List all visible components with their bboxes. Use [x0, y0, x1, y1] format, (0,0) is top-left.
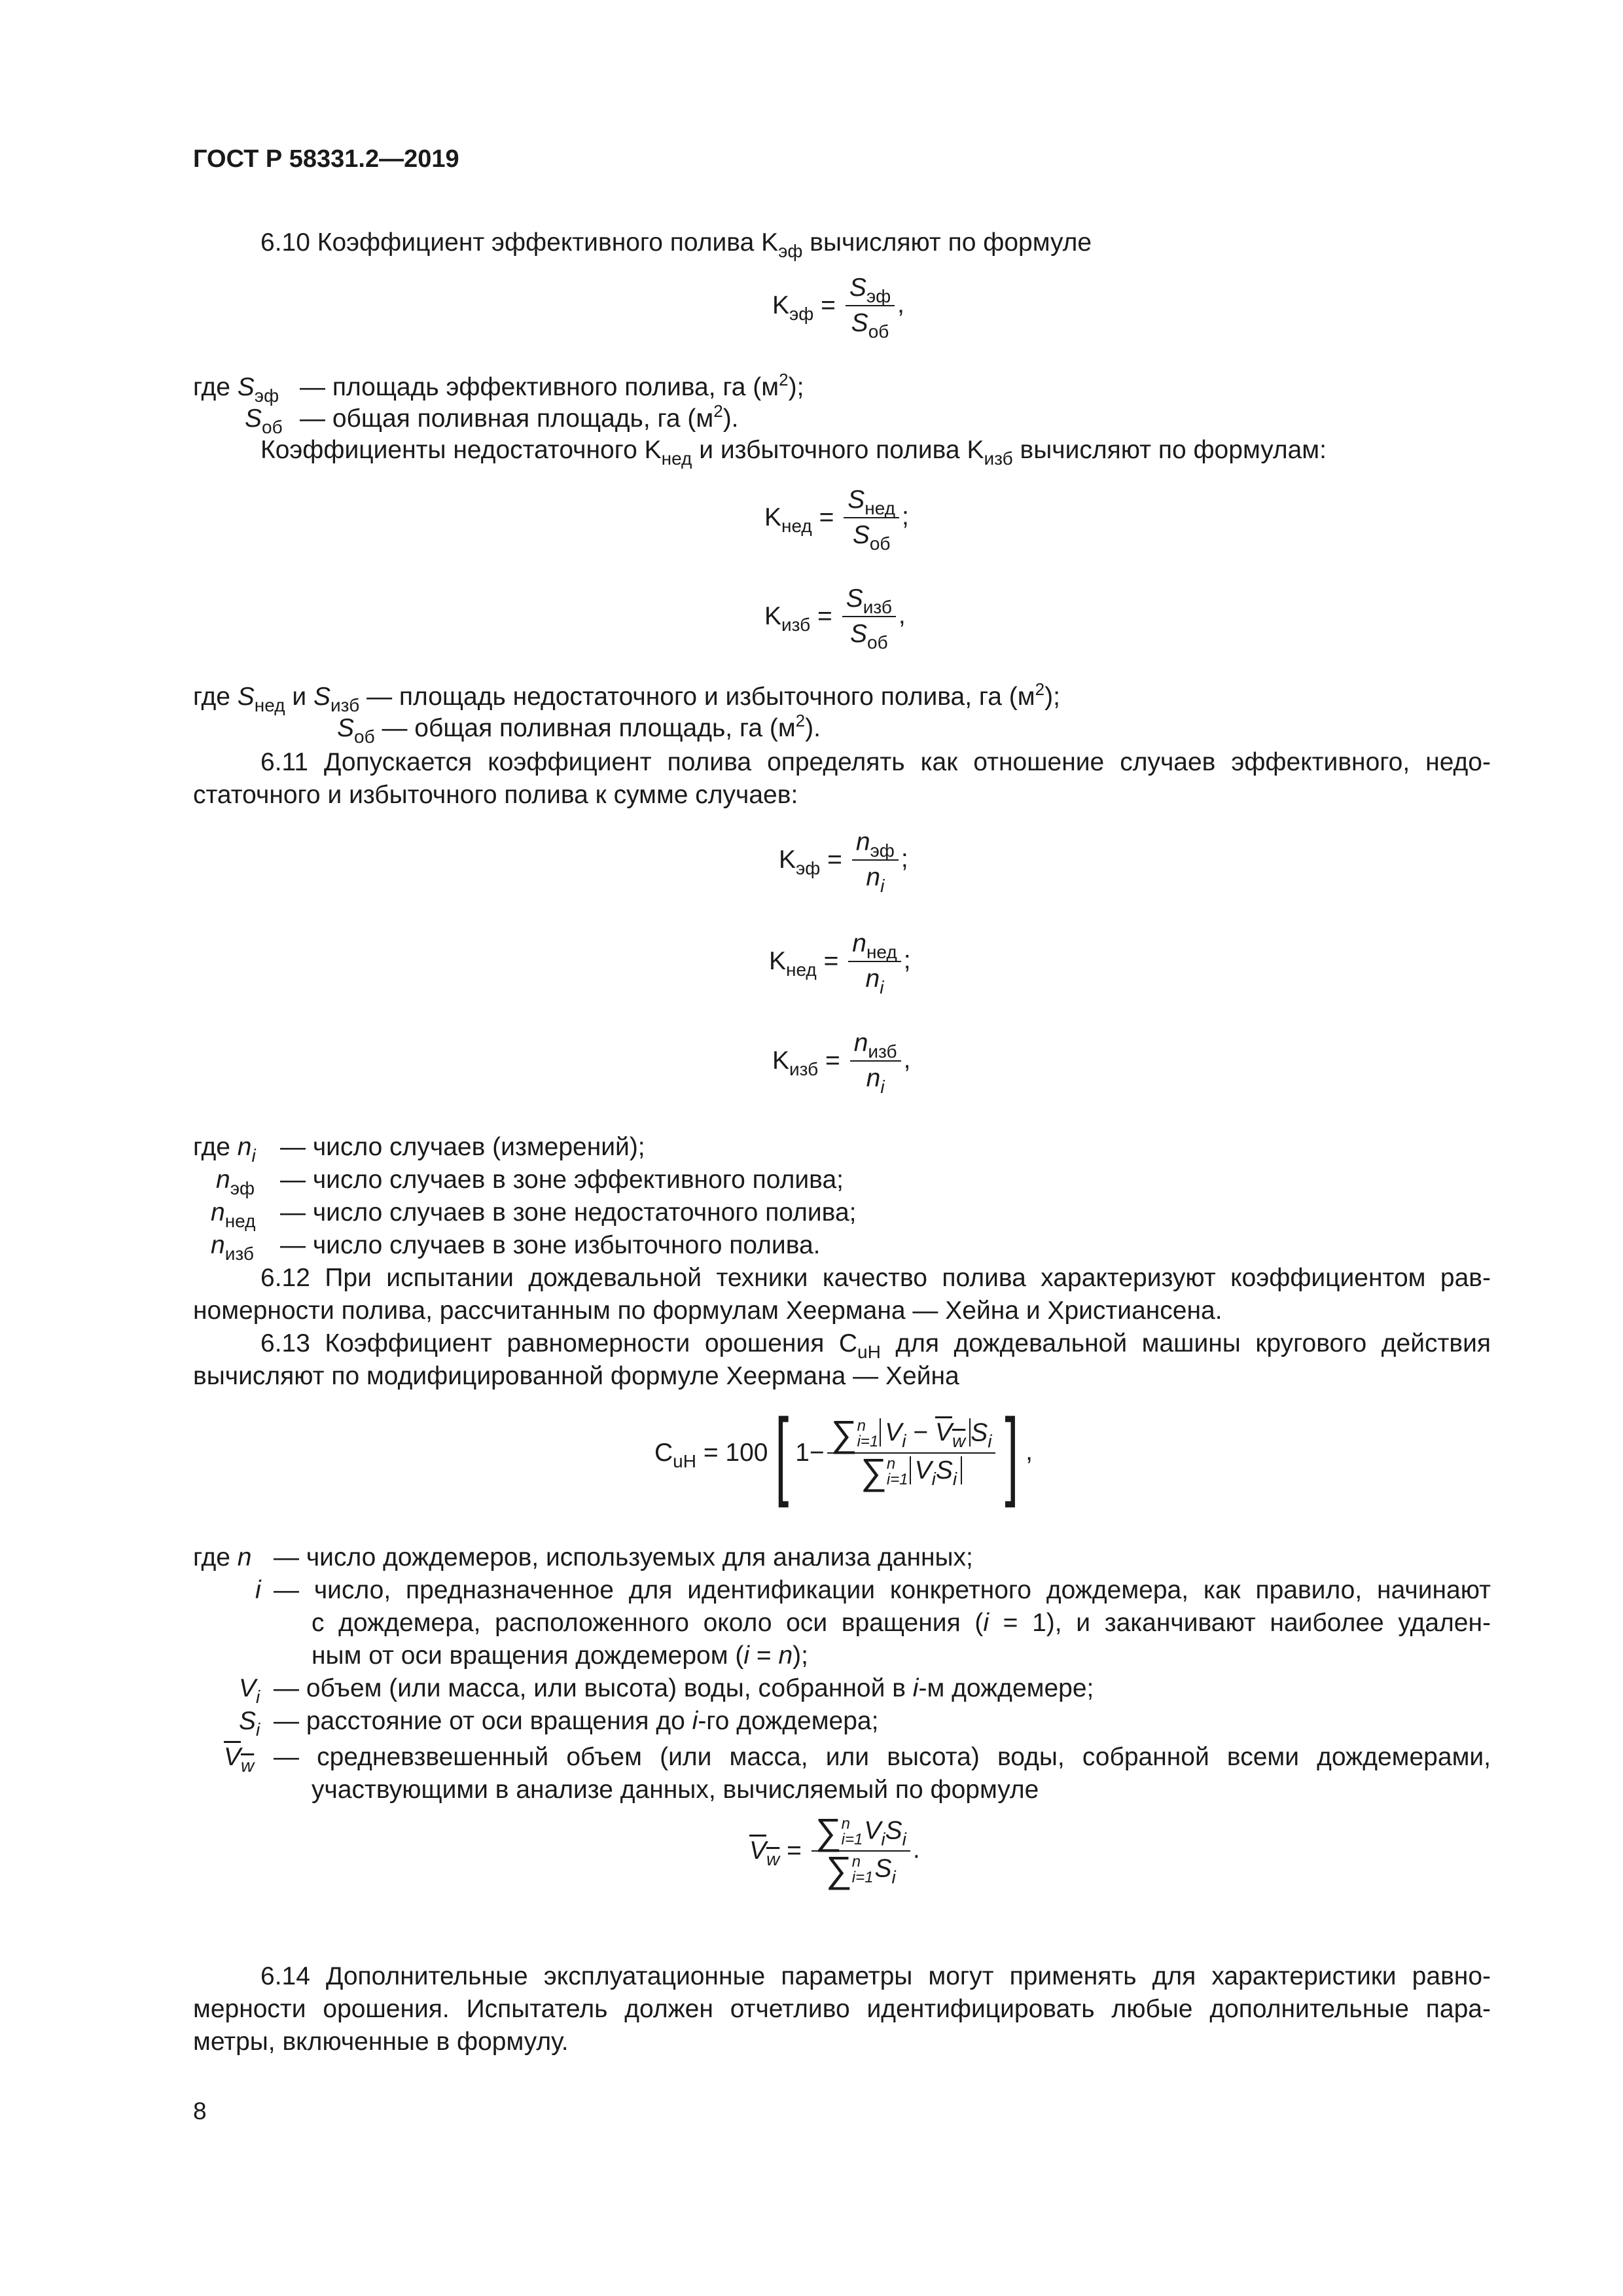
s610-intro: 6.10 Коэффициент эффективного полива $K_{эф}$ вычисляют по формуле: [260, 228, 1092, 261]
equation-k-insufficient: $K_{нед}$ = $\frac{S_{нед}}{S_{об}}$ ;: [764, 486, 909, 554]
where-s-i: $S_i$: [239, 1707, 260, 1740]
where-s-eff-text: — площадь эффективного полива, га $(м^2)$;: [300, 370, 804, 401]
where-s-insufficient-excess: где $S_{нед}$ и $S_{изб}$ — площадь недостаточного и избыточного полива, га $(м^2)$;: [193, 679, 1060, 715]
where-n-eff-text: — число случаев в зоне эффективного полива;: [280, 1166, 844, 1194]
s612-line1: 6.12 При испытании дождевальной техники качество полива характеризуют коэффициентом рав-: [260, 1264, 1491, 1292]
where-n-i-text: — число случаев (измерений);: [280, 1133, 645, 1161]
equation-k-eff: $K_{эф}$ = $\frac{S_{эф}}{S_{об}}$ ,: [772, 274, 904, 342]
where-s-i-text: — расстояние от оси вращения до i-го дождемера;: [274, 1707, 879, 1735]
where-n-insufficient: $n_{нед}$: [211, 1198, 256, 1231]
left-bracket: [: [774, 1398, 789, 1508]
where-n-i: где $n_i$: [193, 1133, 256, 1166]
where-i: i: [255, 1576, 261, 1604]
s614-line3: метры, включенные в формулу.: [193, 2028, 569, 2056]
where-n-gauges: где n: [193, 1543, 252, 1571]
s612-line2: номерности полива, рассчитанным по формулам Хеермана — Хейна и Христиансена.: [193, 1297, 1222, 1325]
where-v-i-text: — объем (или масса, или высота) воды, собранной в i-м дождемере;: [274, 1674, 1094, 1702]
equation-k-insufficient-cases: $K_{нед}$ = $\frac{n_{нед}}{n_i}$ ;: [769, 929, 911, 997]
s613-line1: 6.13 Коэффициент равномерности орошения $C_{uH}$ для дождевальной машины кругового действия: [260, 1329, 1491, 1362]
where-s-total: $S_{об}$: [245, 404, 283, 437]
s613-line2: вычисляют по модифицированной формуле Хеермана — Хейна: [193, 1362, 959, 1390]
s610-intro2: Коэффициенты недостаточного $K_{нед}$ и избыточного полива $K_{изб}$ вычисляют по формулам:: [260, 436, 1327, 469]
where-s-total-2: $S_{об}$ — общая поливная площадь, га $(м^2)$.: [337, 711, 821, 747]
where-n-insufficient-text: — число случаев в зоне недостаточного полива;: [280, 1198, 857, 1227]
equation-v-weighted: $V_w$ = ∑n $i=1V_iS_i$ ∑n $i=1S_i$ .: [749, 1810, 920, 1890]
where-v-w-text: — средневзвешенный объем (или масса, или высота) воды, собранной всеми дождемерами,: [274, 1743, 1491, 1771]
s611-line2: статочного и избыточного полива к сумме случаев:: [193, 781, 798, 809]
where-i-text: — число, предназначенное для идентификации конкретного дождемера, как правило, начинают: [274, 1576, 1491, 1604]
equation-k-eff-cases: $K_{эф}$ = $\frac{n_{эф}}{n_i}$ ;: [779, 828, 908, 896]
where-s-eff: где $S_{эф}$: [193, 373, 279, 406]
where-v-i: $V_i$: [239, 1674, 260, 1707]
equation-cuh: $C_{uH} = 100$[ 1− ∑n i=1 $V_i - V_w$ $S_i$ ∑n i=1 $V_iS_i$ ] ,: [654, 1398, 1033, 1508]
s614-line1: 6.14 Дополнительные эксплуатационные параметры могут применять для характеристики равно-: [260, 1962, 1491, 1990]
where-n-gauges-text: — число дождемеров, используемых для анализа данных;: [274, 1543, 973, 1571]
where-s-total-text: — общая поливная площадь, га $(м^2)$.: [300, 401, 739, 433]
right-bracket: ]: [1005, 1398, 1019, 1508]
page-number: 8: [193, 2098, 207, 2125]
where-n-excess: $n_{изб}$: [211, 1231, 254, 1264]
where-n-excess-text: — число случаев в зоне избыточного полива.: [280, 1231, 821, 1259]
document-code-header: ГОСТ Р 58331.2—2019: [193, 145, 459, 173]
where-i-text-cont2: ным от оси вращения дождемером (i = n);: [312, 1641, 808, 1670]
s614-line2: мерности орошения. Испытатель должен отчетливо идентифицировать любые дополнительные пара-: [193, 1995, 1491, 2023]
equation-k-excess: $K_{изб}$ = $\frac{S_{изб}}{S_{об}}$ ,: [764, 584, 906, 653]
where-v-w-text2: участвующими в анализе данных, вычисляемый по формуле: [312, 1776, 1039, 1804]
s611-line1: 6.11 Допускается коэффициент полива определять как отношение случаев эффективного, недо-: [260, 748, 1491, 776]
equation-k-excess-cases: $K_{изб}$ = $\frac{n_{изб}}{n_i}$ ,: [772, 1029, 911, 1097]
where-n-eff: $n_{эф}$: [216, 1166, 255, 1198]
where-v-w: $V_w$: [224, 1743, 255, 1776]
where-i-text-cont1: с дождемера, расположенного около оси вращения (i = 1), и заканчивают наиболее удален-: [312, 1609, 1491, 1637]
